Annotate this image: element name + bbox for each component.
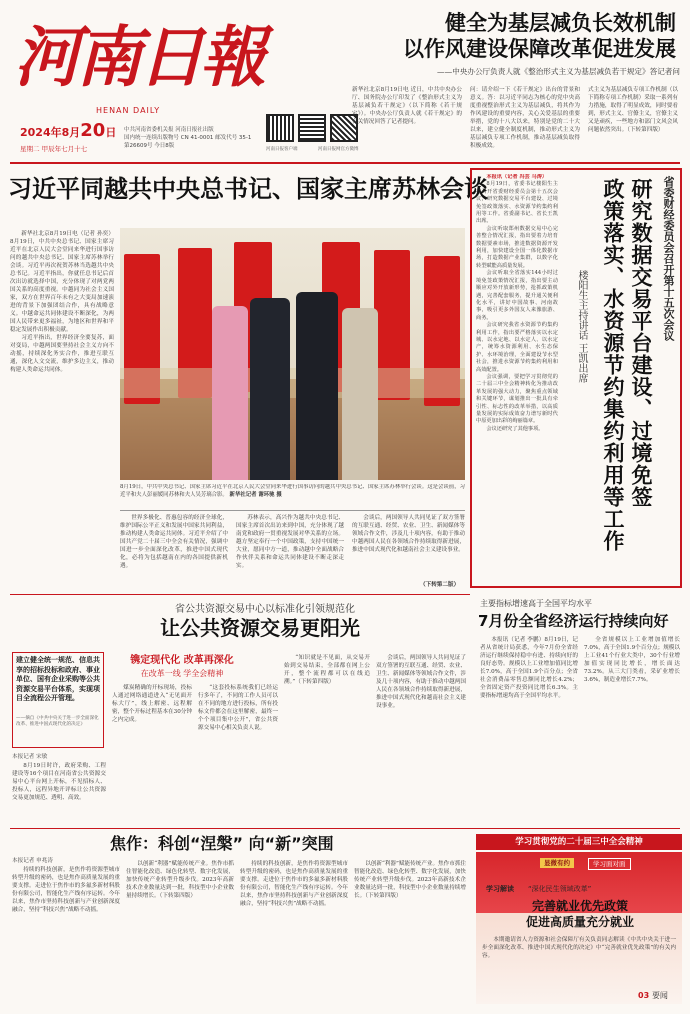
top-news-col-2: 问：请介绍一下《若干规定》出台的背景和意义。答：以习近平同志为核心的党中央高度重视整治形式主义为基层减负，将其作为作风建设的重要内容，关心关爱基层的重要举措，党的十八大以来，特别是党的二十大以来，建立健全制度机制，推动形式主义为基层减负专项工作机制，推动基层减负取得积极成效。 bbox=[470, 87, 580, 149]
econ-body-2: 全省规模以上工业增加值增长7.0%，高于全国1.9个百分点；规模以上工业41个行业大类中，30个行业增加值实现同比增长，增长面达73.2%。从三大门类看，采矿业增长3.6%，制造业增长7.7%。 bbox=[584, 637, 680, 683]
reform-body-4: 会谈后，两国领导人共同见证了双方签署的互联互通、经贸、农业、卫生、新闻媒体等领域合作文件，涉及几十项内容，有助于推动中越两国人民在各领域合作持续取得新进展，推进中国式现代化和越南社会主义建设事业。 bbox=[376, 655, 466, 709]
qr-caption-2: 河南日报网官方微博 bbox=[318, 147, 359, 152]
study-body-text: 本期邀请省人力资源和社会保障厅有关负责同志解读《中共中央关于进一步全面深化改革、推进中国式现代化的决定》中“完善就业优先政策”的有关内容。 bbox=[482, 937, 676, 959]
person-2 bbox=[250, 298, 290, 480]
kejiao-title[interactable]: 焦作：科创“涅槃” 向“新”突围 bbox=[110, 834, 334, 853]
econ-body-1: 本报讯（记者 李鹏）8月19日，记者从省统计局获悉，今年7月份全省经济运行继续保持稳中有进、持续向好的良好态势。规模以上工业增加值同比增长7.0%，高于全国1.9个百分点；全省社会消费品零售总额同比增长4.2%；全省固定资产投资同比增长6.3%。主要指标增速均高于全国平均水平。 bbox=[480, 637, 578, 699]
main-continued[interactable]: （下转第二版） bbox=[420, 582, 460, 588]
sidebar-headline-2[interactable]: 政策落实、水资源节约集约利用等工作 bbox=[601, 178, 625, 552]
date-prefix: 2024年8月 bbox=[20, 126, 81, 139]
caption-divider bbox=[120, 510, 465, 511]
jy-body-text: 8月19日时许，政府采购、工程建设等16个项目在河南省公共资源交易中心平台网上开标，不见招标人、投标人，远程异地开评标让公共资源交易更加规范、透明、高效。 bbox=[12, 763, 106, 801]
sidebar-p5: 会议强调，要把学习贯彻党的二十届三中全会精神转化为推动改革发展的强大动力，聚焦重点领域和关键环节，谋划推出一批具有牵引性、标志性的改革举措，以高质量发展的实际成效奋力谱写新时代中原更加出彩的绚丽篇章。 bbox=[476, 373, 558, 425]
sidebar-p1: 8月19日，省委书记楼阳生主持召开省委财经委员会第十五次会议，研究数据交易平台建设、过境免签政策落实、水资源节约集约利用等工作。省委副书记、省长王凯出席。 bbox=[476, 181, 558, 225]
section-rule bbox=[10, 594, 470, 595]
person-3 bbox=[296, 292, 338, 480]
masthead-rule bbox=[10, 162, 680, 164]
issue-number: 第26609号 bbox=[124, 143, 153, 149]
jy-title[interactable]: 让公共资源交易更阳光 bbox=[160, 616, 360, 640]
kejiao-col-3 bbox=[240, 860, 348, 1004]
kejiao-body-4: 以创新“利器”赋能传统产业。焦作市抓住智能化改造、绿色化转型、数字化发展，加快传统产业转型升级步伐。2023年高新技术企业数量达到一批，科技型中小企业数量持续增长。（下转第四版） bbox=[354, 861, 466, 899]
top-news-col-1: 新华社北京8月19日电 近日，中共中央办公厅、国务院办公厅印发了《整治形式主义为基层减负若干规定》（以下简称《若干规定》）。中央办公厅负责人就《若干规定》的有关情况回答了记者提问。 bbox=[352, 87, 462, 125]
jy-banner: 省公共资源交易中心以标准化引领规范化 bbox=[175, 604, 355, 615]
reform-col-3 bbox=[284, 654, 370, 824]
reform-col-1 bbox=[112, 684, 192, 824]
sidebar-kicker: 省委财经委员会召开第十五次会议 bbox=[662, 176, 675, 341]
photo-credit: 新华社记者 谢环驰 摄 bbox=[229, 491, 282, 498]
study-title-1[interactable]: 完善就业优先政策 bbox=[531, 899, 628, 913]
kejiao-body-1: 持续的科技创新，是焦作将资源型城市转型升级的密码，也是焦作高质量发展的重要支撑。走进位于焦作市的多氟多新材料股份有限公司，智能化生产线有序运转。今年以来，焦作市坚持科技创新与产业创新深度融合，坚持“科技兴焦”战略不动摇。 bbox=[12, 867, 120, 913]
publisher: 河南日报社出版 bbox=[175, 127, 214, 133]
masthead-english: HENAN DAILY bbox=[96, 106, 161, 115]
page-count: 今日8版 bbox=[154, 143, 175, 149]
post-code: 邮发代号 35-1 bbox=[215, 135, 252, 141]
reform-col-4 bbox=[376, 654, 466, 824]
kejiao-col-2 bbox=[126, 860, 234, 1004]
weekday: 星期二 甲辰年七月十七 bbox=[20, 145, 88, 153]
study-title-2[interactable]: 促进高质量充分就业 bbox=[525, 915, 634, 929]
jy-quote: 建立健全统一规范、信息共享的招标投标和政府、事业单位、国有企业采购等公共资源交易平台体系，实现项目全流程公开管理。 bbox=[16, 656, 100, 702]
sidebar-p2: 会议听取郑州数据交易中心完善整合情况汇报，指出要着力培育数据要素市场，推进数据资源开发利用，加快建设全国一体化数据市场，打造数据产业集群，以数字化转型赋能高质量发展。 bbox=[476, 225, 558, 269]
sidebar-tag: 本报讯（记者 冯芸 马涛） bbox=[486, 174, 548, 180]
main-col-1 bbox=[120, 514, 228, 582]
econ-title[interactable]: 7月份全省经济运行持续向好 bbox=[478, 612, 669, 630]
sidebar-p4: 会议研究我省水资源节约集约利用工作，指出要严格落实以水定城、以水定地、以水定人、以水定产，统筹水资源利用、水生态保护、水环境治理，全面建设节水型社会，推进水资源节约集约利用和高效配置。 bbox=[476, 322, 558, 373]
qr-code-1[interactable] bbox=[268, 116, 292, 140]
qr-caption-1: 河南日报客户端 bbox=[266, 147, 298, 152]
main-col-2 bbox=[236, 514, 344, 582]
reform-body-3: “知识就是不见面，从交易开始到交易结束，全部都在网上公开，整个流程都可以在线追溯。”（下转第四版） bbox=[284, 655, 370, 685]
issn: 国内统一连续出版物号 CN 41-0001 bbox=[124, 135, 214, 141]
econ-col-1 bbox=[480, 636, 578, 824]
main-photo[interactable] bbox=[120, 228, 465, 480]
kejiao-body-2: 以创新“利器”赋能传统产业。焦作市抓住智能化改造、绿色化转型、数字化发展，加快传统产业转型升级步伐。2023年高新技术企业数量达到一批，科技型中小企业数量持续增长。（下转第四版） bbox=[126, 861, 234, 899]
main-body-p1: 新华社北京8月19日电（记者 孙奕）8月19日，中共中央总书记、国家主席习近平在北京人民大会堂同来华进行国事访问的越共中央总书记、国家主席苏林举行会谈。习近平再次祝贺苏林当选越共中央总书记。习近平指出，你就任总书记后首次出访就选择中国，充分体现了对两党两国关系的高度重视。中越同为社会主义国家，双方在世界百年未有之大变局加速演进的背景下加强团结合作，具有战略意义。中越命运共同体建设不断深化，为两国人民带来更多福祉，为地区和世界和平稳定发展作出积极贡献。 bbox=[10, 231, 114, 333]
sidebar-speaker: 楼阳生主持讲话 王凯出席 bbox=[576, 270, 587, 384]
top-story-title-1[interactable]: 健全为基层减负长效机制 bbox=[445, 11, 676, 35]
kejiao-col-1 bbox=[12, 866, 120, 1004]
photo-caption-text: 8月19日，中共中央总书记、国家主席习近平在北京人民大会堂同来华进行国事访问的越共中央总书记、国家主席苏林举行会谈。这是会谈前，习近平和夫人彭丽媛同苏林和夫人吴芳璃合影。 bbox=[120, 484, 465, 498]
top-story-title-2[interactable]: 以作风建设保障改革促进发展 bbox=[403, 37, 676, 61]
reform-title-2: 在改革一线 学全会精神 bbox=[140, 669, 224, 678]
econ-col-2 bbox=[584, 636, 680, 824]
reform-banner bbox=[112, 654, 252, 680]
sidebar-p3: 会议听取全省落实144小时过境免签政策情况汇报，指出要主动顺应对外开放新形势，抢抓政策机遇，完善配套服务，提升通关便利化水平，讲好中国故事、河南故事，吸引更多外国友人来豫旅游、商务。 bbox=[476, 270, 558, 321]
qr-code-2[interactable] bbox=[300, 116, 324, 140]
reform-body-2: “这套投标系统我们已经运行多年了，不同的工作人员可以在不同的地方进行投标，所有投标文件都会在这里解密，最终一个个项目集中公开”，省公共资源交易中心相关负责人说。 bbox=[198, 685, 278, 731]
kejiao-reporter: 本报记者 申兆涛 bbox=[12, 858, 53, 864]
study-series-sub: “深化民生领域改革” bbox=[528, 885, 592, 893]
date-suffix: 日 bbox=[105, 126, 117, 139]
sidebar-body bbox=[476, 174, 558, 582]
jy-reporter: 本报记者 宋敏 bbox=[12, 754, 48, 760]
publisher-info bbox=[124, 126, 274, 150]
study-tag-1[interactable]: 显微有约 bbox=[540, 858, 574, 868]
top-news-col-3: 式主义为基层减负专项工作机制（以下简称专项工作机制）采取一系列有力措施，取得了明显成效，同时要看到，形式主义、官僚主义，官僚主义又是顽疾，一些地方和部门文风会风问题依然突出。（下转第四版） bbox=[588, 87, 678, 133]
main-col-2-text: 苏林表示，高兴作为越共中央总书记、国家主席首次出访来到中国，充分体现了越南党和政府一贯重视发展对华关系的立场。越方坚定奉行一个中国政策，支持中国统一大业，愿同中方一道，推动越中全面战略合作伙伴关系和命运共同体建设不断走深走实。 bbox=[236, 515, 344, 569]
sidebar-p6: 会议还研究了其他事项。 bbox=[486, 425, 544, 432]
reform-body-1: 煤炭精确的开标现场，投标人通过网络通道进入“无见面开标大厅”，线上解密、远程解密，整个开标过程基本在30分钟之内完成。 bbox=[112, 685, 192, 723]
main-col-1-text: 世界多极化、普惠包容的经济全球化，维护国际公平正义和发展中国家共同利益，推动构建人类命运共同体。习近平介绍了中国共产党二十届三中全会有关情况，强调中国进一步全面深化改革，推进中国式现代化，必将为包括越南在内的各国提供新机遇。 bbox=[120, 515, 228, 569]
econ-kicker: 主要指标增速高于全国平均水平 bbox=[480, 599, 592, 608]
study-tag-2[interactable]: 学习面对面 bbox=[588, 858, 631, 870]
study-series: 学习解读 bbox=[486, 885, 514, 893]
date-day: 20 bbox=[80, 120, 106, 141]
page-number bbox=[638, 990, 668, 1001]
main-body-col bbox=[10, 230, 114, 582]
jy-body bbox=[12, 762, 106, 824]
page-label: 要闻 bbox=[651, 991, 668, 1000]
page-num: 03 bbox=[638, 991, 650, 1000]
masthead-logo: 河南日報 bbox=[14, 18, 262, 96]
reform-title-1: 镌定现代化 改革再深化 bbox=[130, 655, 234, 666]
plant-decoration bbox=[120, 368, 465, 398]
main-col-3-text: 会谈后，两国领导人共同见证了双方签署的互联互通、经贸、农业、卫生、新闻媒体等领域合作文件，涉及几十项内容，有助于推动中越两国人民在各领域合作持续取得新进展，推进中国式现代化和越南社会主义建设事业。 bbox=[352, 515, 465, 553]
date-line bbox=[20, 120, 116, 141]
main-col-3 bbox=[352, 514, 465, 582]
main-body-p2: 习近平指出，世界经济全要复苏，面对变局，中越两国要坚持社会主义方向不动摇，持续深化务实合作，推进互联互通，深化人文交流，维护多边主义，推动构建人类命运共同体。 bbox=[10, 335, 114, 373]
top-story-subtitle: ——中央办公厅负责人就《整治形式主义为基层减负若干规定》答记者问 bbox=[437, 67, 680, 76]
main-headline[interactable]: 习近平同越共中央总书记、国家主席苏林会谈 bbox=[8, 175, 488, 203]
study-body bbox=[482, 936, 676, 986]
jy-source: ——摘自《中共中央关于进一步全面深化改革、推进中国式现代化的决定》 bbox=[16, 716, 99, 727]
person-4 bbox=[342, 308, 378, 480]
sponsor: 中共河南省委机关报 bbox=[124, 127, 174, 133]
photo-caption bbox=[120, 484, 465, 510]
lower-rule bbox=[10, 828, 680, 829]
reform-col-2 bbox=[198, 684, 278, 824]
study-header: 学习贯彻党的二十届三中全会精神 bbox=[476, 834, 682, 850]
sidebar-headline-1[interactable]: 研究数据交易平台建设、过境免签 bbox=[629, 178, 653, 508]
kejiao-col-4 bbox=[354, 860, 466, 1004]
person-1 bbox=[212, 306, 248, 480]
kejiao-body-3: 持续的科技创新，是焦作将资源型城市转型升级的密码，也是焦作高质量发展的重要支撑。走进位于焦作市的多氟多新材料股份有限公司，智能化生产线有序运转。今年以来，焦作市坚持科技创新与产业创新深度融合，坚持“科技兴焦”战略不动摇。 bbox=[240, 861, 348, 907]
